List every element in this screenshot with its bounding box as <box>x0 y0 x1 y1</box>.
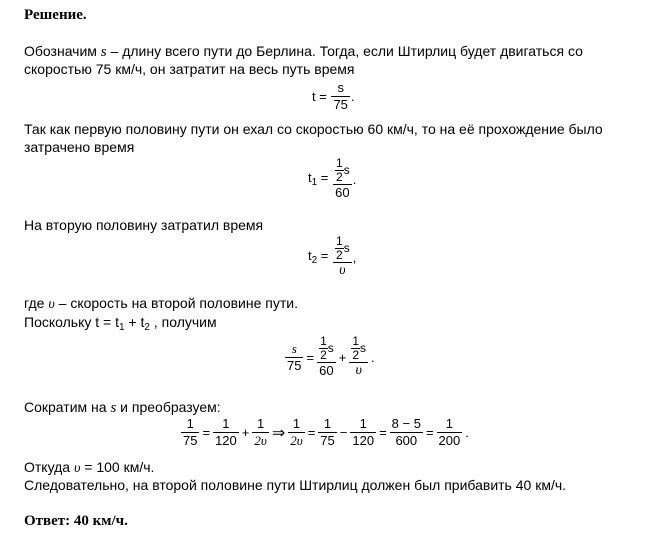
eq-end: . <box>350 89 355 104</box>
denominator: 75 <box>320 433 335 448</box>
numerator: 1 <box>252 416 268 433</box>
subscript: 2 <box>311 255 318 266</box>
half <box>319 335 328 362</box>
numerator: 8 − 5 <box>391 416 421 431</box>
half-den: 2 <box>336 248 343 262</box>
compound-fraction-upsilon <box>349 335 368 379</box>
paragraph-4 <box>24 294 298 314</box>
text: и преобразуем: <box>116 399 221 415</box>
eq-end: . <box>352 171 357 187</box>
eq-lhs <box>308 248 328 266</box>
numerator: 1 <box>318 416 336 433</box>
equation-t2 <box>308 235 356 279</box>
denominator: 600 <box>395 433 418 448</box>
variable-s: s <box>327 340 334 355</box>
fraction <box>437 416 463 449</box>
half-s <box>335 235 350 262</box>
variable-s: s <box>343 162 350 177</box>
equation-transform <box>180 416 471 449</box>
fraction <box>350 416 376 449</box>
denominator: υ <box>339 263 346 278</box>
equals: = <box>425 425 434 440</box>
half <box>351 335 360 362</box>
equals: = <box>317 170 329 185</box>
paragraph-2-line-1: Так как первую половину пути он ехал со скоростью 60 км/ч, то на её прохождение было <box>24 121 603 137</box>
text: Поскольку t = t <box>24 314 119 330</box>
denominator: 120 <box>215 433 237 448</box>
compound-fraction <box>333 157 352 201</box>
half-num: 1 <box>336 156 343 170</box>
fraction <box>390 416 423 449</box>
fraction <box>213 416 239 449</box>
denominator: υ <box>355 363 362 378</box>
fraction-s-75 <box>285 341 303 374</box>
text: + t <box>124 314 145 330</box>
equals: = <box>202 425 211 440</box>
eq-end: . <box>465 425 469 440</box>
implies-arrow: ⇒ <box>271 424 286 442</box>
denominator: 200 <box>438 433 461 448</box>
text: Обозначим <box>24 43 101 59</box>
paragraph-7 <box>24 458 154 478</box>
variable-s: s <box>360 340 367 355</box>
variable-upsilon: υ <box>73 461 81 476</box>
half <box>335 157 344 184</box>
variable-s: s <box>110 400 117 416</box>
numerator: 1 <box>181 416 199 433</box>
numerator <box>349 335 368 363</box>
equation-sum <box>284 335 377 379</box>
answer: Ответ: 40 км/ч. <box>24 513 128 529</box>
variable-s: s <box>343 240 350 255</box>
half-s <box>335 157 350 184</box>
eq-end: , <box>352 249 357 265</box>
paragraph-1-line-1 <box>24 42 583 61</box>
denominator: 60 <box>335 185 350 200</box>
numerator: 1 <box>213 416 239 433</box>
variable-s: s <box>100 44 107 60</box>
paragraph-1-line-2: скоростью 75 км/ч, он затратит на весь путь время <box>24 61 355 77</box>
numerator: s <box>331 80 349 97</box>
solution-header: Решение. <box>24 7 87 23</box>
compound-fraction-60 <box>317 335 336 379</box>
symbol-t: t <box>308 248 312 263</box>
eq-end: . <box>371 349 375 365</box>
eq-lhs: t = <box>312 89 327 104</box>
equals: = <box>317 248 329 263</box>
plus: + <box>241 425 250 440</box>
half-num: 1 <box>336 234 343 248</box>
numerator <box>333 235 352 263</box>
half-s <box>351 335 366 362</box>
denominator: 75 <box>183 433 198 448</box>
denominator: 2υ <box>290 433 303 448</box>
paragraph-6 <box>24 398 221 417</box>
half-den: 2 <box>320 348 327 362</box>
numerator: s <box>285 341 303 358</box>
denominator: 60 <box>319 363 334 378</box>
subscript: 2 <box>144 322 150 333</box>
half-s <box>319 335 334 362</box>
text: где <box>24 295 49 311</box>
text: – скорость на второй половине пути. <box>54 295 298 311</box>
text: Сократим на <box>24 399 111 415</box>
equals: = <box>379 425 387 440</box>
text: – длину всего пути до Берлина. Тогда, если Штирлиц будет двигаться со <box>106 43 583 59</box>
half-den: 2 <box>352 348 360 362</box>
paragraph-5 <box>24 313 217 337</box>
denominator: 75 <box>287 357 302 373</box>
numerator: 1 <box>288 416 304 433</box>
paragraph-8: Следовательно, на второй половине пути Штирлиц должен был прибавить 40 км/ч. <box>24 477 567 493</box>
symbol-t: t <box>308 170 312 185</box>
fraction <box>288 416 304 449</box>
fraction-s-75 <box>331 80 349 113</box>
plus: + <box>338 349 347 365</box>
half-num: 1 <box>352 334 360 348</box>
equation-t1 <box>308 157 356 201</box>
fraction <box>181 416 199 449</box>
numerator: 1 <box>437 416 463 433</box>
subscript: 1 <box>118 322 125 333</box>
equals: = <box>306 349 315 365</box>
paragraph-3: На вторую половину затратил время <box>24 217 264 233</box>
paragraph-2-line-2: затрачено время <box>24 139 135 155</box>
numerator: 1 <box>350 416 376 433</box>
subscript: 1 <box>311 177 318 188</box>
fraction <box>318 416 336 449</box>
minus: − <box>339 425 348 440</box>
compound-fraction <box>333 235 352 279</box>
half <box>335 235 344 262</box>
denominator: 2υ <box>254 433 267 448</box>
variable-upsilon: υ <box>48 297 55 312</box>
text: , получим <box>149 314 217 330</box>
numerator <box>317 335 336 363</box>
denominator: 120 <box>352 433 375 448</box>
half-num: 1 <box>320 334 327 348</box>
eq-lhs <box>308 170 328 188</box>
text: Откуда <box>24 459 74 475</box>
numerator <box>333 157 352 185</box>
half-den: 2 <box>336 170 343 184</box>
equation-t <box>312 80 355 113</box>
fraction <box>252 416 268 449</box>
text: = 100 км/ч. <box>80 459 155 475</box>
equals: = <box>307 425 316 440</box>
denominator: 75 <box>333 97 348 112</box>
